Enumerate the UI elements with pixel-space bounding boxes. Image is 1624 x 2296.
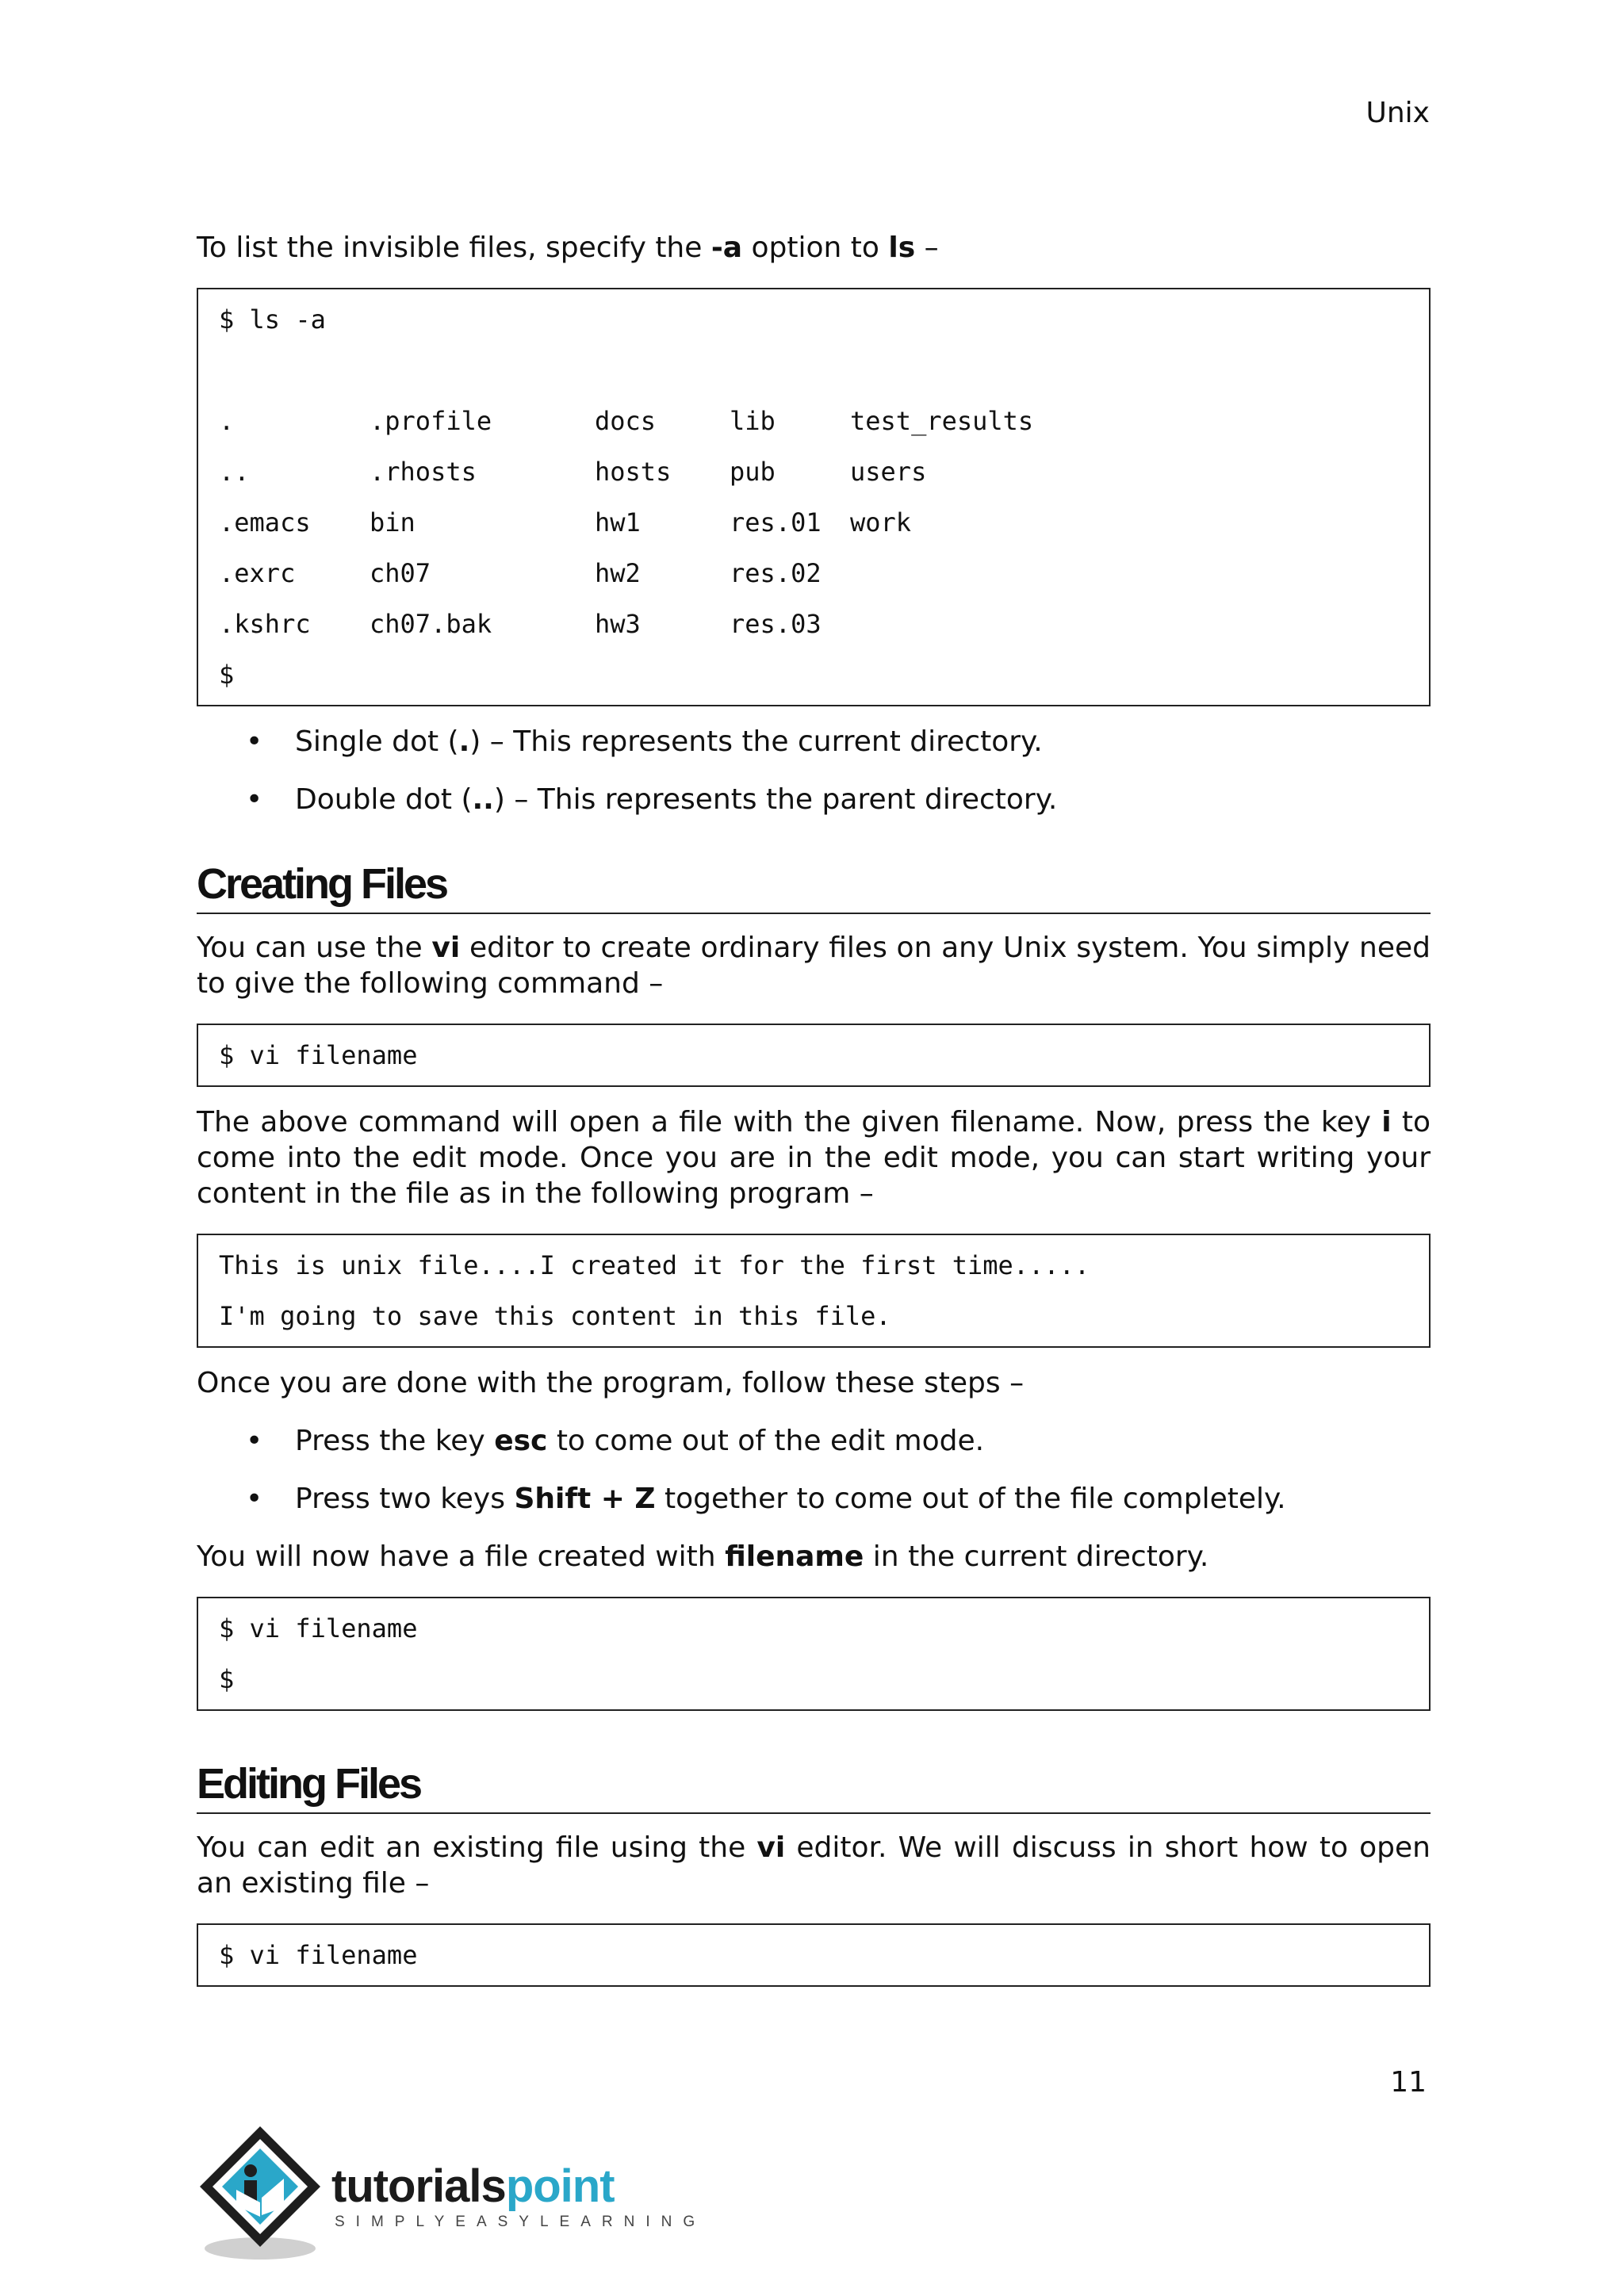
page-content: [197, 230, 1431, 1987]
ls-entry: res.01: [730, 507, 822, 538]
ls-entry: .profile: [370, 406, 492, 436]
steps-list: [197, 1423, 1431, 1517]
ls-entry: hw2: [595, 558, 641, 588]
code-line: I'm going to save this content in this file.: [219, 1301, 891, 1331]
ls-output-row: [219, 557, 1408, 608]
list-item: • Press two keys Shift + Z together to come out of the file completely.: [246, 1483, 1286, 1515]
ls-entry: .exrc: [219, 558, 296, 588]
ls-entry: ..: [219, 457, 250, 487]
page-header: Unix: [1365, 97, 1430, 129]
edit-mode-paragraph: The above command will open a file with the given filename. Now, press the key i to come into the edit mode. Once you are in the edit mode, you can start writing your content in the file as in the following program –: [197, 1106, 1431, 1210]
ls-entry: res.02: [730, 558, 822, 588]
ls-entry: pub: [730, 457, 776, 487]
code-line: $ vi filename: [219, 1040, 418, 1070]
vi-command-block: [197, 1024, 1431, 1087]
ls-output-row: [219, 405, 1408, 456]
creating-paragraph: You can use the vi editor to create ordinary files on any Unix system. You simply need to give the following command –: [197, 932, 1431, 1000]
bullet-icon: •: [246, 783, 263, 816]
bullet-icon: •: [246, 725, 263, 758]
code-line: $: [219, 660, 235, 690]
ls-entry: lib: [730, 406, 776, 436]
option-a: -a: [710, 232, 743, 264]
ls-entry: res.03: [730, 609, 822, 639]
ls-entry: .rhosts: [370, 457, 477, 487]
ls-entry: hw3: [595, 609, 641, 639]
vi-result-block: [197, 1597, 1431, 1711]
logo-tagline: SIMPLYEASYLEARNING: [335, 2214, 707, 2230]
intro-text: –: [915, 232, 939, 264]
ls-output-row: [219, 507, 1408, 557]
page-number: 11: [1390, 2066, 1427, 2099]
steps-intro: Once you are done with the program, follow these steps –: [197, 1367, 1025, 1399]
ls-output-block: [197, 288, 1431, 706]
section-title-editing: Editing Files: [197, 1758, 1431, 1814]
ls-entry: bin: [370, 507, 416, 538]
code-line: $ ls -a: [219, 304, 326, 335]
section-title-creating: Creating Files: [197, 859, 1431, 914]
ls-entry: docs: [595, 406, 657, 436]
intro-paragraph: [197, 230, 1431, 266]
ls-entry: users: [850, 457, 927, 487]
dot-list: [197, 724, 1431, 817]
list-item: • Press the key esc to come out of the edit mode.: [246, 1425, 985, 1457]
ls-entry: hw1: [595, 507, 641, 538]
ls-output-row: [219, 608, 1408, 659]
ls-entry: .kshrc: [219, 609, 311, 639]
logo-diamond-icon: [195, 2122, 330, 2264]
tutorialspoint-logo: [195, 2122, 707, 2264]
ls-entry: ch07: [370, 558, 431, 588]
code-line: This is unix file....I created it for the first time.....: [219, 1250, 1090, 1280]
ls-entry: work: [850, 507, 912, 538]
program-block: [197, 1234, 1431, 1348]
command-ls: ls: [888, 232, 916, 264]
file-created-paragraph: You will now have a file created with filename in the current directory.: [197, 1540, 1209, 1573]
list-item: • Double dot (..) – This represents the parent directory.: [246, 783, 1058, 816]
code-line: $: [219, 1664, 235, 1694]
bullet-icon: •: [246, 1425, 263, 1457]
ls-output-row: [219, 456, 1408, 507]
vi-open-block: [197, 1923, 1431, 1987]
ls-entry: ch07.bak: [370, 609, 492, 639]
code-line: $ vi filename: [219, 1940, 418, 1970]
ls-entry: test_results: [850, 406, 1034, 436]
editing-paragraph: You can edit an existing file using the vi editor. We will discuss in short how to open an existing file –: [197, 1831, 1431, 1900]
code-line: $ vi filename: [219, 1613, 418, 1644]
logo-wordmark: tutorialspoint: [331, 2160, 615, 2212]
ls-entry: .: [219, 406, 235, 436]
list-item: • Single dot (.) – This represents the current directory.: [246, 725, 1043, 758]
bullet-icon: •: [246, 1483, 263, 1515]
intro-text: option to: [742, 232, 889, 264]
ls-entry: hosts: [595, 457, 672, 487]
intro-text: To list the invisible files, specify the: [197, 232, 711, 264]
ls-entry: .emacs: [219, 507, 311, 538]
